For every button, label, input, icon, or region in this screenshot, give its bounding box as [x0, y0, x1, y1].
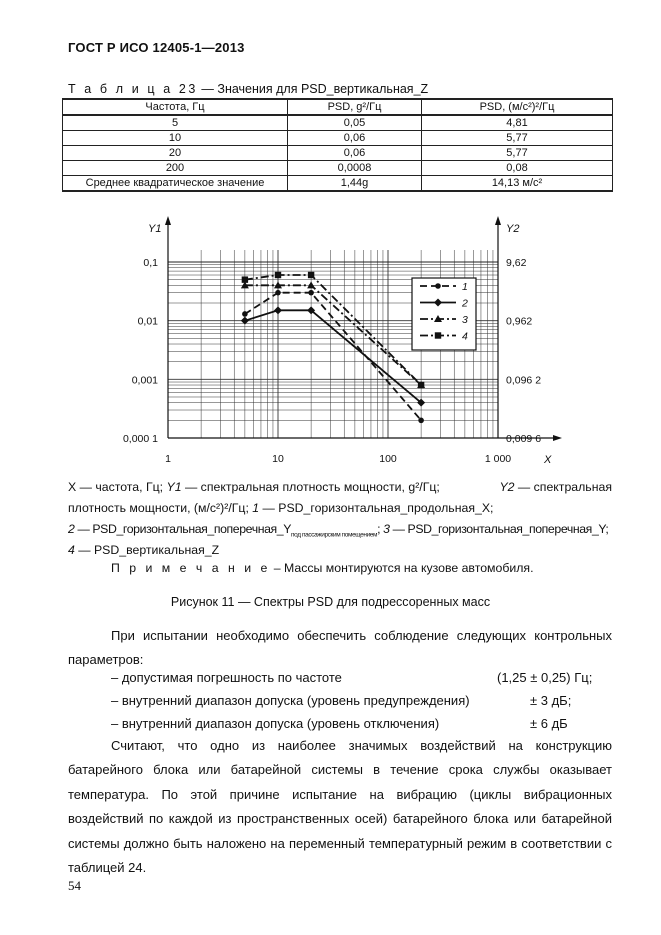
y1-tick-label: 0,000 1	[122, 433, 158, 445]
list-item-value: (1,25 ± 0,25) Гц;	[497, 670, 593, 685]
legend-series-4-desc: — PSD_вертикальная_Z	[74, 543, 220, 557]
note-label: П р и м е ч а н и е	[111, 561, 271, 575]
table-cell: 5,77	[422, 146, 613, 161]
legend-series-2-sub: под пассажирским помещением	[291, 531, 378, 539]
legend-series-label: 2	[462, 297, 468, 310]
legend-fragment	[499, 477, 612, 498]
list-item	[111, 667, 612, 689]
psd-spectrum-chart	[0, 210, 661, 472]
list-item-label: – внутренний диапазон допуска (уровень предупреждения)	[111, 693, 470, 708]
legend-y1-desc: — спектральная плотность мощности, g²/Гц;	[181, 480, 440, 494]
table-row	[63, 131, 613, 146]
table-row	[63, 115, 613, 131]
data-point-circle	[308, 290, 314, 296]
chart-legend	[412, 278, 476, 350]
x-tick-label: 100	[379, 453, 397, 465]
legend-series-1-desc: — PSD_горизонтальная_продольная_X;	[259, 501, 494, 515]
column-header: Частота, Гц	[63, 99, 288, 115]
legend-line-2	[68, 498, 612, 519]
legend-series-3-num: 3	[383, 522, 390, 536]
list-item-label: – допустимая погрешность по частоте	[111, 670, 342, 685]
legend-separator: ;	[377, 522, 384, 536]
legend-series-3-desc: — PSD_горизонтальная_поперечная_Y;	[389, 522, 609, 536]
data-point-circle	[435, 283, 441, 289]
series-4	[242, 272, 425, 388]
legend-line-4	[68, 540, 612, 561]
figure-note	[111, 561, 533, 575]
x-tick-label: 10	[272, 453, 284, 465]
chart-series	[241, 272, 425, 423]
data-point-square	[275, 272, 281, 278]
list-item	[111, 690, 612, 712]
data-point-circle	[242, 311, 248, 317]
data-point-square	[242, 276, 248, 282]
legend-y2-symbol: Y2	[499, 480, 515, 494]
x-tick-label: 1	[165, 453, 171, 465]
legend-series-4-num: 4	[68, 543, 75, 557]
paragraph-temperature: Считают, что одно из наиболее значимых воздействий на конструкцию батарейного блока или батарейной системы в течение срока службы оказывает температура. По этой причине испытание на вибрацию (циклы вибрационных воздействий по каждой из пространственных осей) батарейного блока или батарейной системы должно быть наложено на переменный температурный режим в соответствии с таблицей 24.	[68, 738, 612, 876]
table-cell: 4,81	[422, 115, 613, 131]
legend-y1-symbol: Y1	[166, 480, 182, 494]
chart-labels	[123, 223, 552, 466]
figure-legend-text	[68, 477, 612, 561]
table-cell: 20	[63, 146, 288, 161]
data-point-circle	[418, 418, 424, 424]
data-point-circle	[275, 290, 281, 296]
legend-x: X — частота, Гц;	[68, 480, 167, 494]
legend-line-3	[68, 519, 612, 540]
legend-series-1-num: 1	[252, 501, 260, 515]
x-tick-label: 1 000	[484, 453, 512, 465]
y1-axis-arrow	[165, 216, 171, 225]
legend-series-2-desc: — PSD_горизонтальная_поперечная_Y	[74, 522, 292, 536]
table-cell: 0,08	[422, 161, 613, 176]
note-text: – Массы монтируются на кузове автомобиля.	[270, 561, 534, 575]
legend-series-label: 1	[462, 281, 468, 293]
data-point-square	[308, 272, 314, 278]
y2-tick-label: 9,62	[506, 257, 527, 269]
table-cell: 0,06	[288, 131, 422, 146]
table-cell: 10	[63, 131, 288, 146]
table-cell: 1,44g	[288, 176, 422, 192]
y2-axis-arrow	[495, 216, 501, 225]
y2-axis-label: Y2	[506, 223, 520, 235]
list-item-label: – внутренний диапазон допуска (уровень отключения)	[111, 716, 440, 731]
table-cell: 14,13 м/с²	[422, 176, 613, 192]
x-axis-arrow	[553, 435, 562, 441]
data-point-square	[418, 382, 424, 388]
table-cell: 0,0008	[288, 161, 422, 176]
table-caption	[68, 82, 428, 96]
legend-line-1	[68, 477, 612, 498]
legend-y2-desc: — спектральная	[514, 480, 612, 494]
table-header-row	[63, 99, 613, 115]
list-item	[111, 713, 612, 735]
paragraph-control-parameters: При испытании необходимо обеспечить соблюдение следующих контрольных параметров:	[68, 628, 612, 668]
table-row	[63, 176, 613, 192]
y1-tick-label: 0,001	[131, 374, 158, 387]
table-cell: Среднее квадратическое значение	[63, 176, 288, 192]
series-1	[242, 290, 424, 423]
table-cell: 0,05	[288, 115, 422, 131]
y1-axis-label: Y1	[148, 223, 162, 235]
table-row	[63, 146, 613, 161]
column-header: PSD, g²/Гц	[288, 99, 422, 115]
legend-series-label: 3	[462, 314, 468, 326]
figure-caption: Рисунок 11 — Спектры PSD для подрессоренных масс	[170, 595, 491, 609]
document-header: ГОСТ Р ИСО 12405-1—2013	[68, 40, 245, 55]
y1-tick-label: 0,01	[137, 315, 158, 328]
data-point-triangle	[307, 281, 315, 288]
legend-series-label: 4	[462, 330, 468, 343]
y1-tick-label: 0,1	[143, 257, 158, 269]
table-cell: 5,77	[422, 131, 613, 146]
legend-fragment	[68, 477, 440, 498]
table-cell: 0,06	[288, 146, 422, 161]
data-point-square	[435, 332, 441, 338]
table-cell: 200	[63, 161, 288, 176]
list-item-value: ± 6 дБ	[530, 716, 568, 731]
legend-series-2-num: 2	[68, 522, 75, 536]
data-point-diamond	[274, 306, 282, 314]
x-axis-label: X	[544, 454, 552, 466]
list-item-value: ± 3 дБ;	[530, 693, 572, 708]
y2-tick-label: 0,009 6	[506, 433, 542, 445]
y2-tick-label: 0,962	[506, 315, 533, 328]
column-header: PSD, (м/с²)²/Гц	[422, 99, 613, 115]
legend-y2-unit: плотность мощности, (м/с²)²/Гц;	[68, 501, 253, 515]
table-caption-text: — Значения для PSD_вертикальная_Z	[197, 82, 429, 96]
table-row	[63, 161, 613, 176]
series-line	[245, 285, 421, 385]
page-number: 54	[68, 878, 81, 893]
y2-tick-label: 0,096 2	[506, 374, 542, 387]
table-caption-label: Т а б л и ц а 23	[68, 82, 198, 96]
table-cell: 5	[63, 115, 288, 131]
psd-table	[62, 98, 613, 192]
